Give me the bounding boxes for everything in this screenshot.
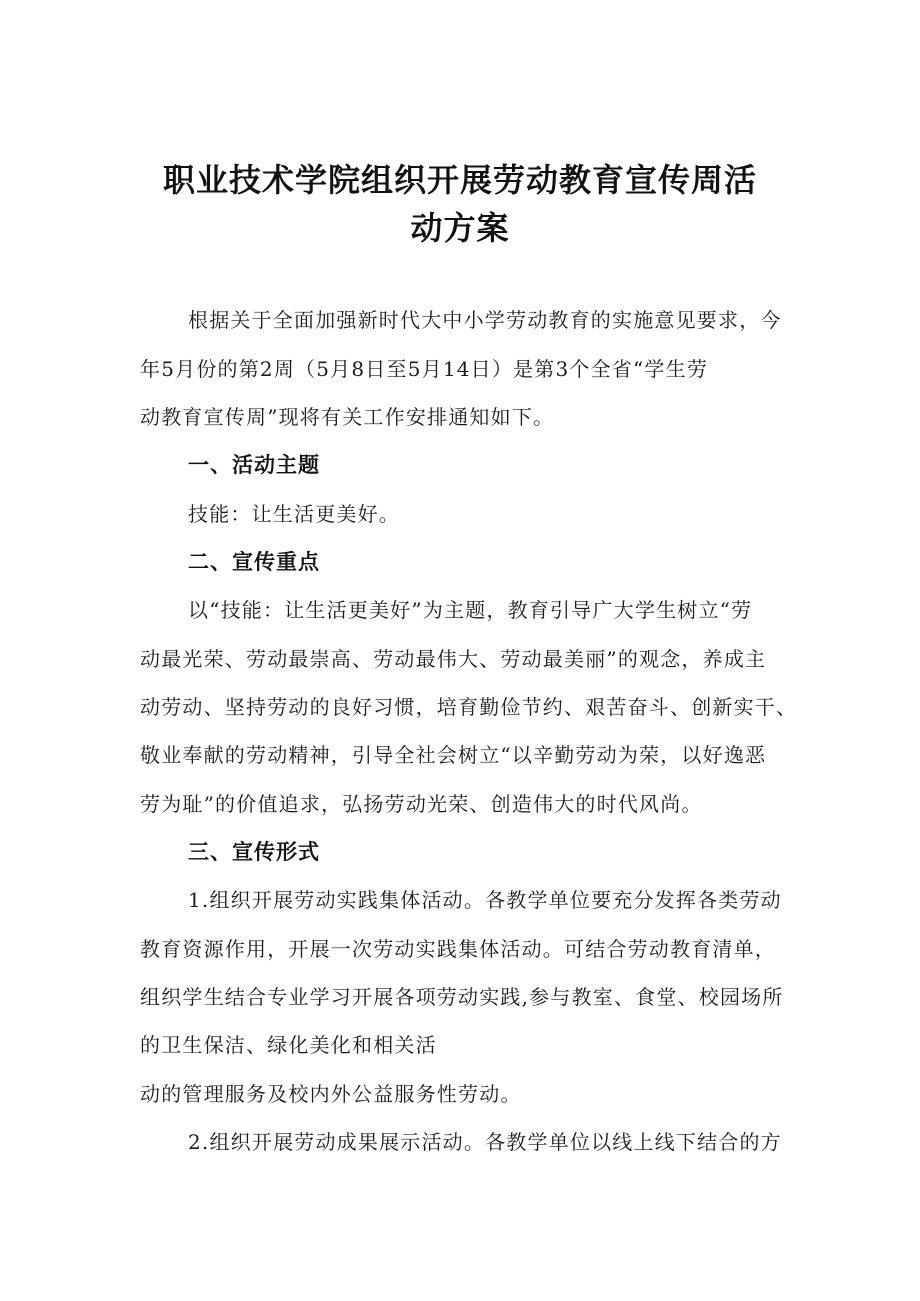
focus-line: 动劳动、坚持劳动的良好习惯，培育勤俭节约、艰苦奋斗、创新实干、 <box>140 695 798 719</box>
focus-line: 劳为耻”的价值追求，弘扬劳动光荣、创造伟大的时代风尚。 <box>140 792 703 816</box>
intro-line: 根据关于全面加强新时代大中小学劳动教育的实施意见要求，今 <box>188 308 782 332</box>
forms-item1-line: 1.组织开展劳动实践集体活动。各教学单位要充分发挥各类劳动 <box>188 888 782 912</box>
forms-item1-line: 的卫生保洁、绿化美化和相关活 <box>140 1033 437 1057</box>
forms-item1-line: 动的管理服务及校内外公益服务性劳动。 <box>140 1082 522 1106</box>
forms-item1-line: 教育资源作用，开展一次劳动实践集体活动。可结合劳动教育清单， <box>140 937 776 961</box>
section-body-theme: 技能：让生活更美好。 <box>188 502 400 526</box>
section-heading-focus: 二、宣传重点 <box>188 550 320 574</box>
section-heading-theme: 一、活动主题 <box>188 453 320 477</box>
focus-line: 以“技能：让生活更美好”为主题，教育引导广大学生树立“劳 <box>188 598 753 622</box>
focus-line: 动最光荣、劳动最崇高、劳动最伟大、劳动最美丽”的观念，养成主 <box>140 647 767 671</box>
forms-item2-line: 2.组织开展劳动成果展示活动。各教学单位以线上线下结合的方 <box>188 1130 782 1154</box>
focus-line: 敬业奉献的劳动精神，引导全社会树立“以辛勤劳动为荣，以好逸恶 <box>140 743 767 767</box>
document-title-line-2: 动方案 <box>410 209 510 247</box>
document-title-line-1: 职业技术学院组织开展劳动教育宣传周活 <box>162 161 757 199</box>
intro-line: 动教育宣传周”现将有关工作安排通知如下。 <box>140 405 555 429</box>
forms-item1-line: 组织学生结合专业学习开展各项劳动实践,参与教室、食堂、校园场所 <box>140 985 784 1009</box>
intro-line: 年5月份的第2周（5月8日至5月14日）是第3个全省“学生劳 <box>140 357 709 381</box>
section-heading-forms: 三、宣传形式 <box>188 840 320 864</box>
